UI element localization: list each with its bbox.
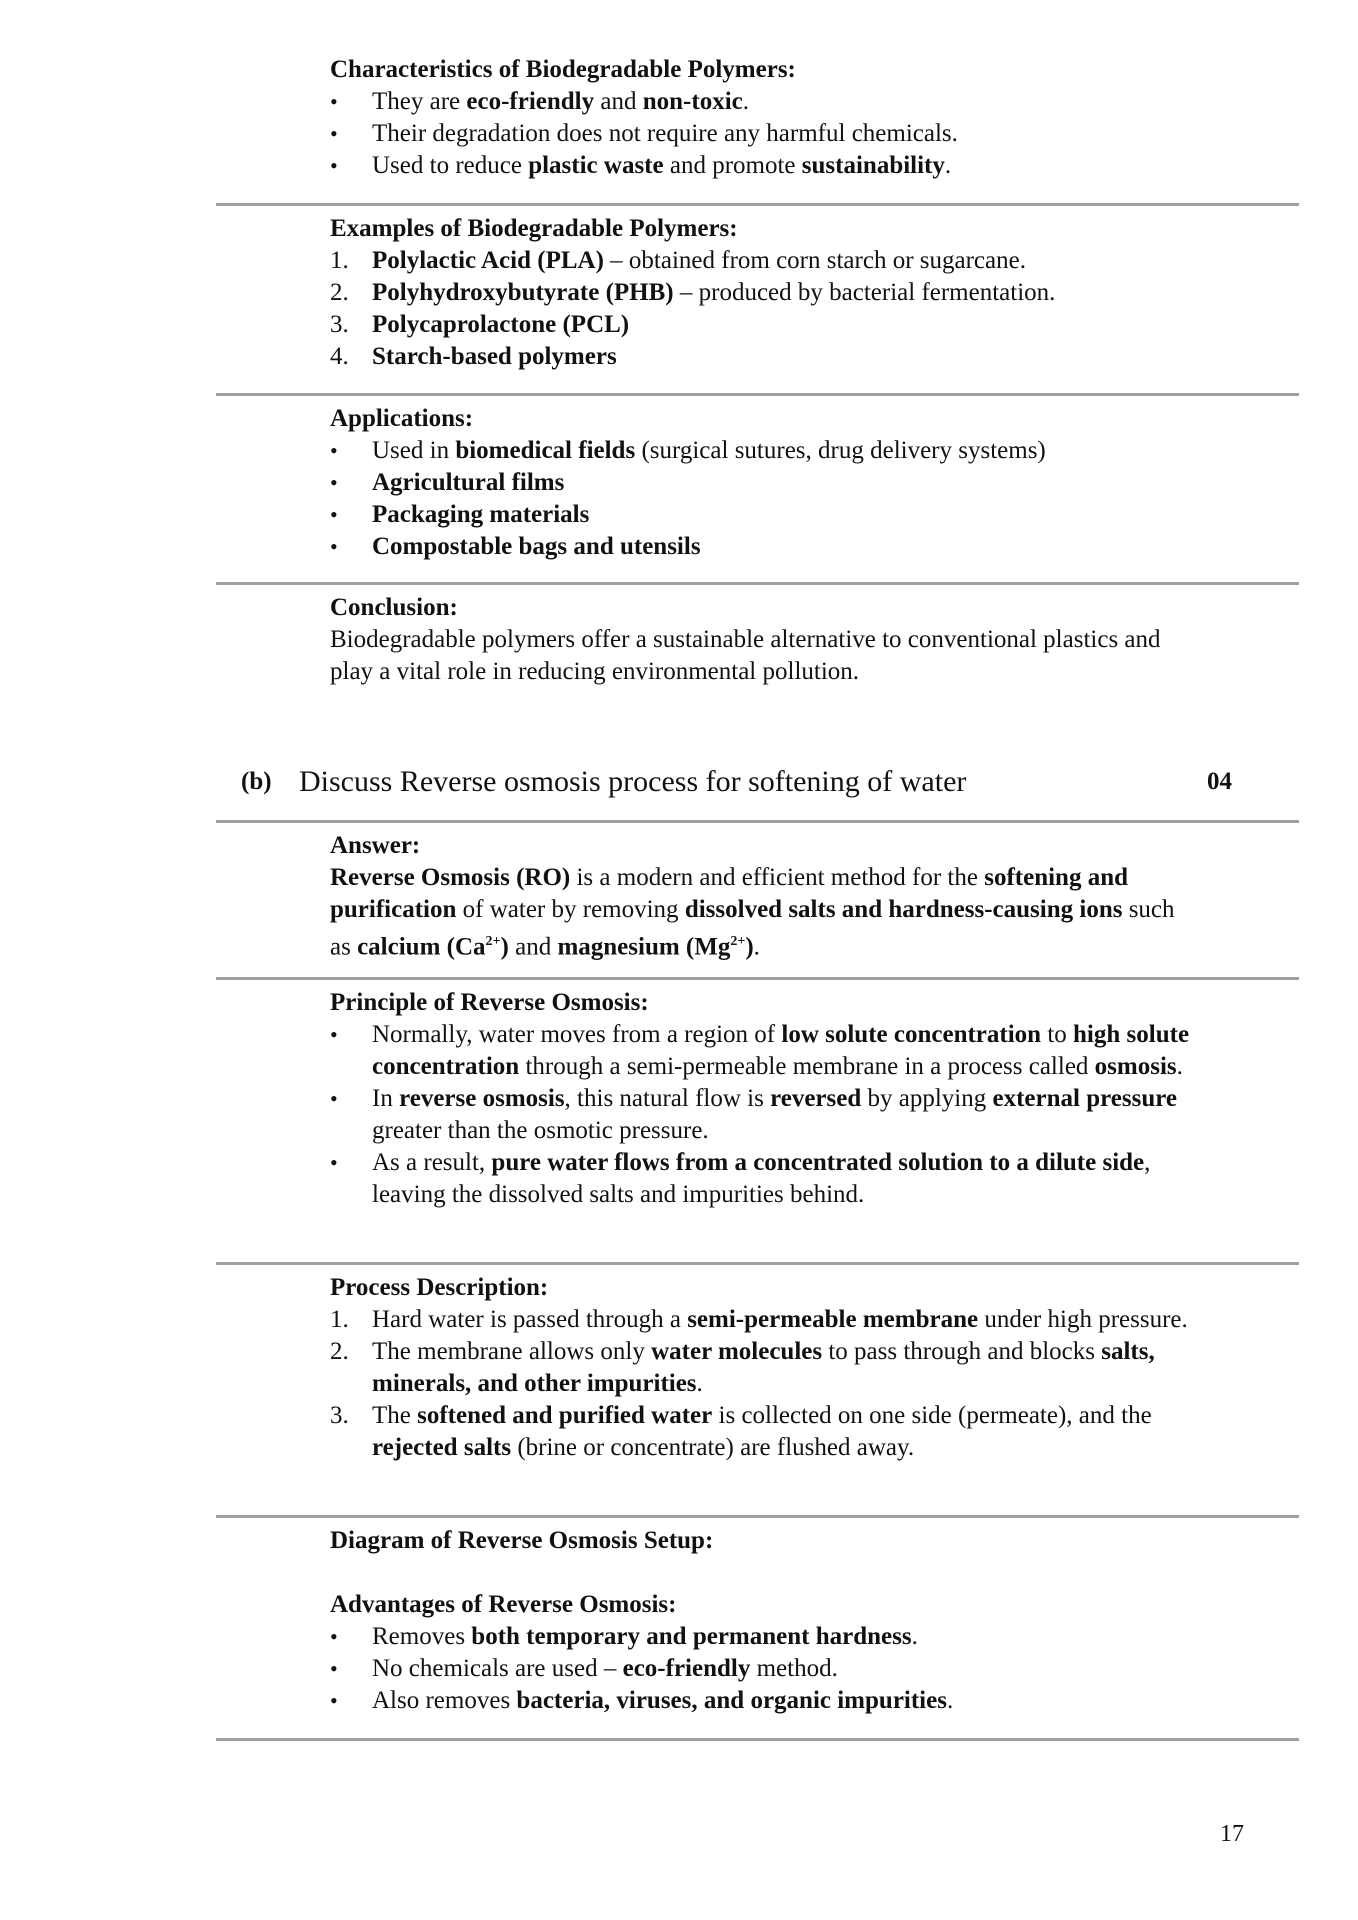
list-item (330, 1621, 1190, 1653)
bold-run: salts, minerals, and other impurities (372, 1338, 1155, 1397)
examples-section (330, 213, 1190, 373)
divider (216, 820, 1299, 823)
divider (216, 1738, 1299, 1741)
text-run: The (372, 1402, 418, 1429)
list-number: 3. (330, 1402, 349, 1429)
text-run: of water by removing (456, 896, 685, 923)
list-item (330, 531, 1190, 563)
principle-list (330, 1019, 1190, 1211)
bold-run: Packaging materials (372, 501, 590, 528)
bold-run: calcium (Ca (357, 933, 486, 961)
list-item (330, 1147, 1190, 1211)
list-item (330, 277, 1190, 309)
list-item (330, 1304, 1190, 1336)
superscript-run: 2+ (485, 934, 501, 949)
bold-run: non-toxic (642, 88, 743, 115)
conclusion-section (330, 592, 1170, 688)
bold-run: ) (500, 933, 509, 961)
list-item (330, 86, 1190, 118)
bold-run: high solute concentration (372, 1021, 1190, 1080)
text-run: They are (372, 88, 467, 115)
list-item (330, 1019, 1190, 1083)
characteristics-heading: Characteristics of Biodegradable Polymers: (330, 56, 796, 83)
text-run: Hard water is passed through a (372, 1306, 688, 1333)
text-run: . (944, 152, 952, 179)
process-section (330, 1272, 1190, 1464)
bold-run: bacteria, viruses, and organic impurities (516, 1687, 947, 1714)
list-item (330, 1336, 1190, 1400)
question-label: (b) (241, 768, 272, 795)
list-number: 1. (330, 247, 349, 274)
text-run: , leaving the dissolved salts and impurities behind. (372, 1149, 1151, 1208)
bold-run: Reverse Osmosis (RO) (330, 864, 571, 891)
list-number: 4. (330, 343, 349, 370)
text-run: Removes (372, 1623, 472, 1650)
applications-section (330, 403, 1190, 563)
list-item (330, 150, 1190, 182)
text-run: is collected on one side (permeate), and the (712, 1402, 1152, 1429)
bold-run: softening and purification (330, 864, 1129, 923)
characteristics-section (330, 54, 1190, 182)
text-run: by applying (861, 1085, 993, 1112)
list-number: 2. (330, 279, 349, 306)
list-item (330, 1400, 1190, 1464)
divider (216, 582, 1299, 585)
text-run: . (696, 1370, 703, 1397)
bold-run: both temporary and permanent hardness (471, 1623, 912, 1650)
bold-run: low solute concentration (781, 1021, 1042, 1048)
bold-run: plastic waste (528, 152, 664, 179)
text-run: In (372, 1085, 400, 1112)
bold-run: eco-friendly (466, 88, 595, 115)
text-run: and (508, 933, 558, 961)
divider (216, 1515, 1299, 1518)
advantages-list (330, 1621, 1190, 1717)
text-run: . (911, 1623, 918, 1650)
bold-run: external pressure (992, 1085, 1177, 1112)
bold-run: ) (745, 933, 754, 961)
conclusion-heading: Conclusion: (330, 594, 458, 621)
text-run: Used in (372, 437, 456, 464)
bold-run: pure water flows from a concentrated solution to a dilute side (491, 1149, 1145, 1176)
advantages-section (330, 1589, 1190, 1717)
text-run: . (742, 88, 749, 115)
process-list (330, 1304, 1190, 1464)
text-run: , this natural flow is (564, 1085, 771, 1112)
text-run: under high pressure. (978, 1306, 1188, 1333)
text-run: and (594, 88, 643, 115)
list-item (330, 309, 1190, 341)
list-item (330, 1083, 1190, 1147)
characteristics-list (330, 86, 1190, 182)
process-heading: Process Description: (330, 1274, 549, 1301)
bold-run: osmosis (1094, 1053, 1177, 1080)
bold-run: biomedical fields (455, 437, 636, 464)
text-run: method. (750, 1655, 838, 1682)
text-run: As a result, (372, 1149, 492, 1176)
bold-run: dissolved salts and hardness-causing ions (684, 896, 1123, 923)
bold-run: reversed (770, 1085, 862, 1112)
question-marks: 04 (1207, 768, 1232, 795)
list-item (330, 467, 1190, 499)
bold-run: rejected salts (372, 1434, 512, 1461)
question-text: Discuss Reverse osmosis process for softening of water (299, 765, 967, 798)
text-run: such as (330, 896, 1175, 961)
text-run: Normally, water moves from a region of (372, 1021, 782, 1048)
bold-run: Starch-based polymers (372, 343, 617, 370)
bold-run: Agricultural films (372, 469, 565, 496)
advantages-heading: Advantages of Reverse Osmosis: (330, 1591, 677, 1618)
text-run: – produced by bacterial fermentation. (673, 279, 1056, 306)
text-run: through a semi-permeable membrane in a process called (519, 1053, 1095, 1080)
divider (216, 1262, 1299, 1265)
list-number: 1. (330, 1306, 349, 1333)
bold-run: Polylactic Acid (PLA) (372, 247, 604, 274)
list-item (330, 435, 1190, 467)
applications-heading: Applications: (330, 405, 474, 432)
diagram-heading: Diagram of Reverse Osmosis Setup: (330, 1527, 714, 1554)
text-run: . (1176, 1053, 1183, 1080)
bold-run: Polycaprolactone (PCL) (372, 311, 630, 338)
answer-heading: Answer: (330, 832, 421, 859)
bold-run: semi-permeable membrane (687, 1306, 979, 1333)
list-item (330, 245, 1190, 277)
divider (216, 393, 1299, 396)
text-run: (brine or concentrate) are flushed away. (511, 1434, 915, 1461)
text-run: Used to reduce (372, 152, 529, 179)
applications-list (330, 435, 1190, 563)
list-number: 3. (330, 311, 349, 338)
text-run: (surgical sutures, drug delivery systems) (635, 437, 1046, 464)
page-number: 17 (1220, 1821, 1244, 1847)
text-run: The membrane allows only (372, 1338, 652, 1365)
text-run: and promote (663, 152, 802, 179)
principle-section (330, 987, 1190, 1211)
answer-paragraph (330, 862, 1180, 963)
list-item (330, 341, 1190, 373)
bold-run: sustainability (801, 152, 945, 179)
text-run: – obtained from corn starch or sugarcane. (603, 247, 1026, 274)
text-run: Their degradation does not require any harmful chemicals. (372, 120, 958, 147)
list-number: 2. (330, 1338, 349, 1365)
list-item (330, 118, 1190, 150)
bold-run: softened and purified water (417, 1402, 713, 1429)
text-run: to pass through and blocks (822, 1338, 1102, 1365)
bold-run: magnesium (Mg (557, 933, 731, 961)
text-run: . (946, 1687, 954, 1714)
answer-section (330, 830, 1180, 963)
text-run: Also removes (372, 1687, 517, 1714)
list-item (330, 1653, 1190, 1685)
conclusion-text: Biodegradable polymers offer a sustainable alternative to conventional plastics and play a vital role in reducing environmental pollution. (330, 626, 1161, 685)
bold-run: Polyhydroxybutyrate (PHB) (372, 279, 674, 306)
diagram-section (330, 1525, 1190, 1557)
divider (216, 977, 1299, 980)
divider (216, 203, 1299, 206)
text-run: No chemicals are used – (372, 1655, 623, 1682)
list-item (330, 1685, 1190, 1717)
text-run: to (1041, 1021, 1074, 1048)
bold-run: water molecules (651, 1338, 823, 1365)
bold-run: eco-friendly (622, 1655, 751, 1682)
examples-list (330, 245, 1190, 373)
bold-run: Compostable bags and utensils (372, 533, 701, 560)
text-run: is a modern and efficient method for the (570, 864, 985, 891)
principle-heading: Principle of Reverse Osmosis: (330, 989, 649, 1016)
text-run: greater than the osmotic pressure. (372, 1117, 709, 1144)
text-run: . (753, 933, 760, 961)
superscript-run: 2+ (730, 934, 746, 949)
list-item (330, 499, 1190, 531)
bold-run: reverse osmosis (399, 1085, 565, 1112)
examples-heading: Examples of Biodegradable Polymers: (330, 215, 738, 242)
